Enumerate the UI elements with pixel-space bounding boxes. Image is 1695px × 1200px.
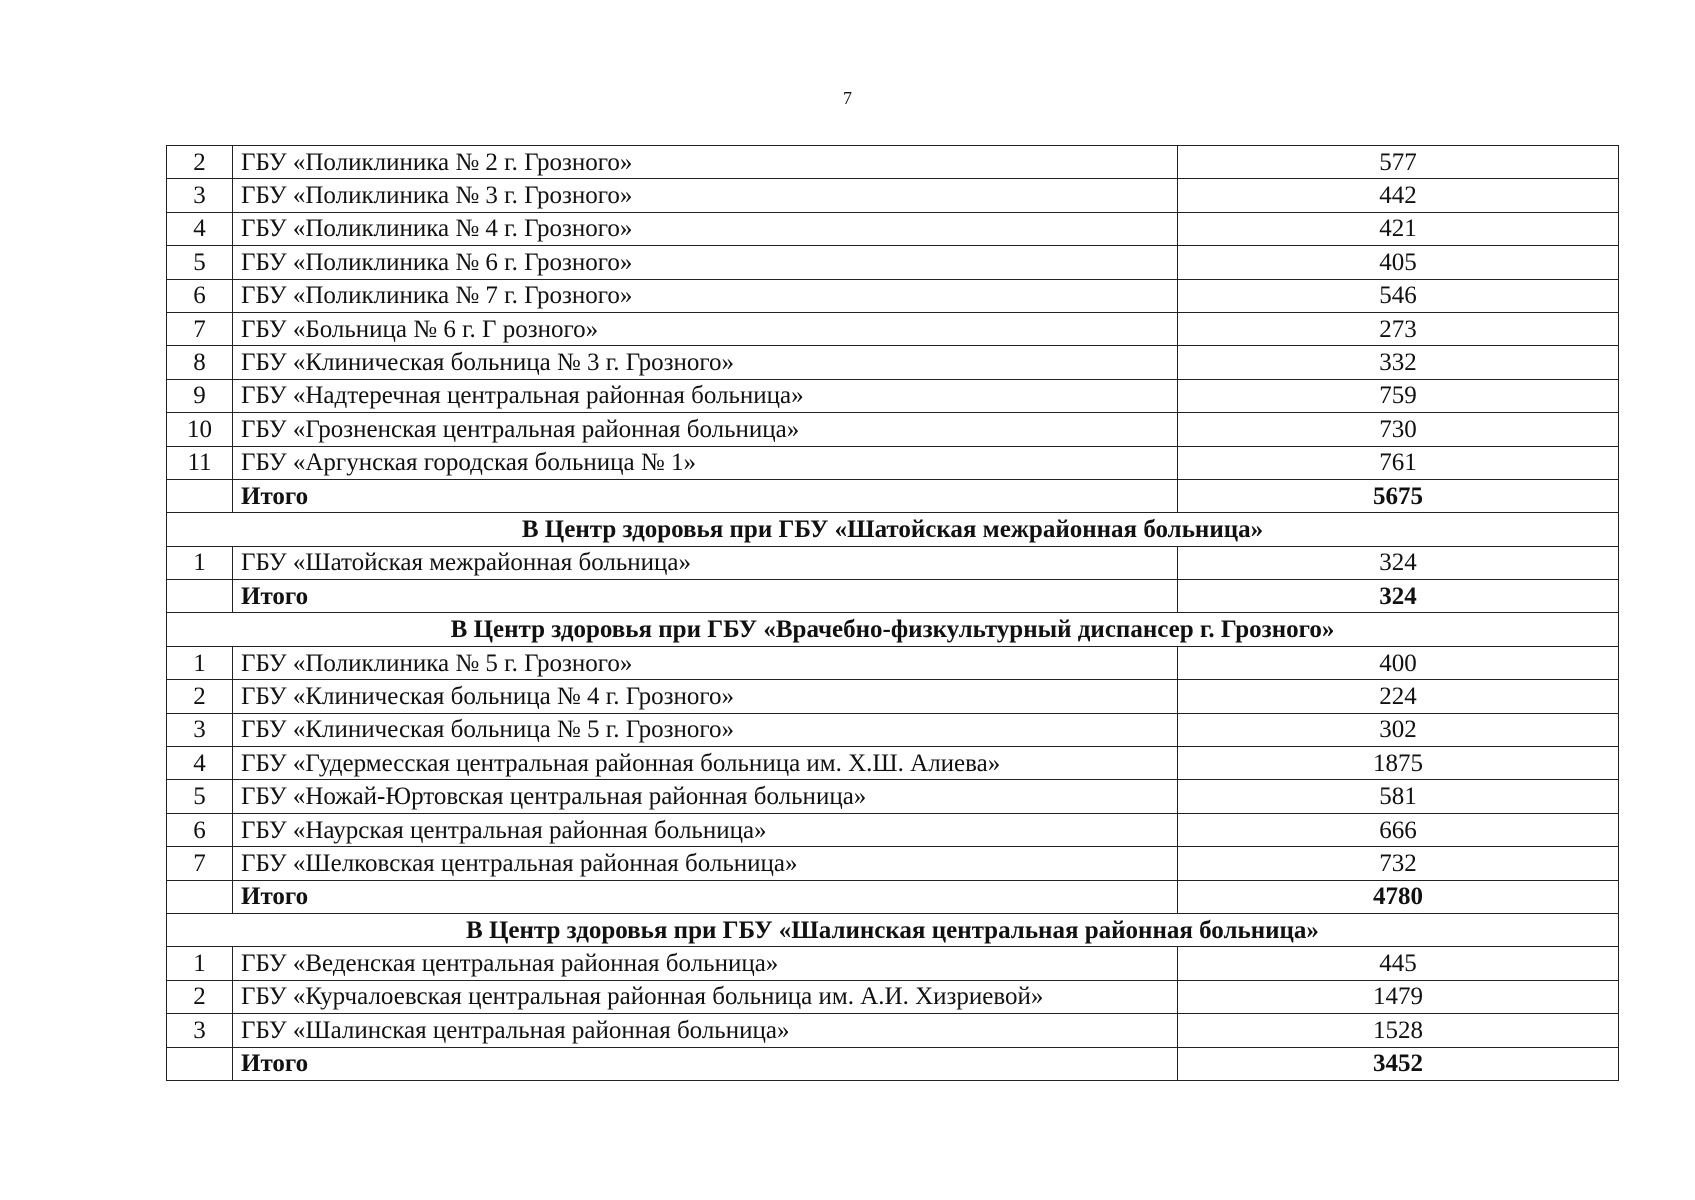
table-row <box>167 813 1619 846</box>
section-title: В Центр здоровья при ГБУ «Шалинская центральная районная больница» <box>167 913 1619 946</box>
value-cell: 332 <box>1178 346 1619 379</box>
institution-name-cell: ГБУ «Надтеречная центральная районная больница» <box>233 379 1178 412</box>
total-row <box>167 479 1619 512</box>
value-cell: 577 <box>1178 146 1619 179</box>
page-number: 7 <box>843 88 852 108</box>
institution-name-cell: ГБУ «Курчалоевская центральная районная больница им. А.И. Хизриевой» <box>233 980 1178 1013</box>
value-cell: 730 <box>1178 413 1619 446</box>
table-row <box>167 212 1619 245</box>
row-number-cell <box>167 580 233 613</box>
row-number-cell: 9 <box>167 379 233 412</box>
table-row <box>167 780 1619 813</box>
value-cell: 1479 <box>1178 980 1619 1013</box>
value-cell: 1528 <box>1178 1014 1619 1047</box>
total-label-cell: Итого <box>233 1047 1178 1080</box>
row-number-cell: 2 <box>167 680 233 713</box>
table-row <box>167 179 1619 212</box>
institution-name-cell: ГБУ «Гудермесская центральная районная больница им. Х.Ш. Алиева» <box>233 747 1178 780</box>
total-label-cell: Итого <box>233 479 1178 512</box>
institution-name-cell: ГБУ «Веденская центральная районная больница» <box>233 947 1178 980</box>
table-row <box>167 312 1619 345</box>
institution-name-cell: ГБУ «Больница № 6 г. Г розного» <box>233 312 1178 345</box>
row-number-cell: 1 <box>167 947 233 980</box>
total-value-cell: 4780 <box>1178 880 1619 913</box>
total-row <box>167 880 1619 913</box>
institution-name-cell: ГБУ «Клиническая больница № 5 г. Грозного» <box>233 713 1178 746</box>
table-row <box>167 1014 1619 1047</box>
row-number-cell: 10 <box>167 413 233 446</box>
row-number-cell: 3 <box>167 1014 233 1047</box>
institution-name-cell: ГБУ «Клиническая больница № 4 г. Грозного» <box>233 680 1178 713</box>
total-label-cell: Итого <box>233 880 1178 913</box>
row-number-cell: 4 <box>167 747 233 780</box>
total-value-cell: 324 <box>1178 580 1619 613</box>
value-cell: 273 <box>1178 312 1619 345</box>
row-number-cell: 4 <box>167 212 233 245</box>
row-number-cell: 1 <box>167 646 233 679</box>
table-body <box>167 146 1619 1081</box>
table-row <box>167 747 1619 780</box>
table-row <box>167 847 1619 880</box>
value-cell: 759 <box>1178 379 1619 412</box>
row-number-cell: 3 <box>167 713 233 746</box>
row-number-cell <box>167 1047 233 1080</box>
total-row <box>167 1047 1619 1080</box>
row-number-cell: 7 <box>167 847 233 880</box>
value-cell: 546 <box>1178 279 1619 312</box>
row-number-cell: 2 <box>167 980 233 1013</box>
institution-name-cell: ГБУ «Шелковская центральная районная больница» <box>233 847 1178 880</box>
institution-name-cell: ГБУ «Поликлиника № 2 г. Грозного» <box>233 146 1178 179</box>
table-row <box>167 980 1619 1013</box>
row-number-cell: 3 <box>167 179 233 212</box>
table-row <box>167 413 1619 446</box>
table-row <box>167 947 1619 980</box>
value-cell: 1875 <box>1178 747 1619 780</box>
section-title: В Центр здоровья при ГБУ «Шатойская межрайонная больница» <box>167 513 1619 546</box>
institution-name-cell: ГБУ «Поликлиника № 3 г. Грозного» <box>233 179 1178 212</box>
section-header-row <box>167 513 1619 546</box>
value-cell: 732 <box>1178 847 1619 880</box>
row-number-cell: 6 <box>167 279 233 312</box>
value-cell: 581 <box>1178 780 1619 813</box>
table-row <box>167 279 1619 312</box>
institution-name-cell: ГБУ «Ножай-Юртовская центральная районная больница» <box>233 780 1178 813</box>
institution-name-cell: ГБУ «Поликлиника № 4 г. Грозного» <box>233 212 1178 245</box>
table-row <box>167 546 1619 579</box>
institution-name-cell: ГБУ «Шалинская центральная районная больница» <box>233 1014 1178 1047</box>
value-cell: 442 <box>1178 179 1619 212</box>
row-number-cell: 1 <box>167 546 233 579</box>
institution-name-cell: ГБУ «Поликлиника № 7 г. Грозного» <box>233 279 1178 312</box>
institution-name-cell: ГБУ «Аргунская городская больница № 1» <box>233 446 1178 479</box>
table-row <box>167 713 1619 746</box>
value-cell: 302 <box>1178 713 1619 746</box>
institution-name-cell: ГБУ «Клиническая больница № 3 г. Грозного» <box>233 346 1178 379</box>
row-number-cell: 5 <box>167 246 233 279</box>
row-number-cell: 11 <box>167 446 233 479</box>
section-title: В Центр здоровья при ГБУ «Врачебно-физкультурный диспансер г. Грозного» <box>167 613 1619 646</box>
institution-name-cell: ГБУ «Поликлиника № 6 г. Грозного» <box>233 246 1178 279</box>
row-number-cell <box>167 880 233 913</box>
value-cell: 400 <box>1178 646 1619 679</box>
table-row <box>167 680 1619 713</box>
total-row <box>167 580 1619 613</box>
row-number-cell <box>167 479 233 512</box>
section-header-row <box>167 913 1619 946</box>
institution-name-cell: ГБУ «Шатойская межрайонная больница» <box>233 546 1178 579</box>
value-cell: 224 <box>1178 680 1619 713</box>
row-number-cell: 2 <box>167 146 233 179</box>
row-number-cell: 6 <box>167 813 233 846</box>
total-value-cell: 3452 <box>1178 1047 1619 1080</box>
table-row <box>167 446 1619 479</box>
row-number-cell: 7 <box>167 312 233 345</box>
total-label-cell: Итого <box>233 580 1178 613</box>
institution-name-cell: ГБУ «Грозненская центральная районная больница» <box>233 413 1178 446</box>
table-row <box>167 246 1619 279</box>
row-number-cell: 8 <box>167 346 233 379</box>
table-row <box>167 146 1619 179</box>
value-cell: 666 <box>1178 813 1619 846</box>
row-number-cell: 5 <box>167 780 233 813</box>
distribution-table <box>166 145 1619 1081</box>
table-row <box>167 646 1619 679</box>
value-cell: 421 <box>1178 212 1619 245</box>
total-value-cell: 5675 <box>1178 479 1619 512</box>
value-cell: 405 <box>1178 246 1619 279</box>
institution-name-cell: ГБУ «Наурская центральная районная больница» <box>233 813 1178 846</box>
value-cell: 324 <box>1178 546 1619 579</box>
table-row <box>167 379 1619 412</box>
value-cell: 445 <box>1178 947 1619 980</box>
value-cell: 761 <box>1178 446 1619 479</box>
table-row <box>167 346 1619 379</box>
section-header-row <box>167 613 1619 646</box>
institution-name-cell: ГБУ «Поликлиника № 5 г. Грозного» <box>233 646 1178 679</box>
